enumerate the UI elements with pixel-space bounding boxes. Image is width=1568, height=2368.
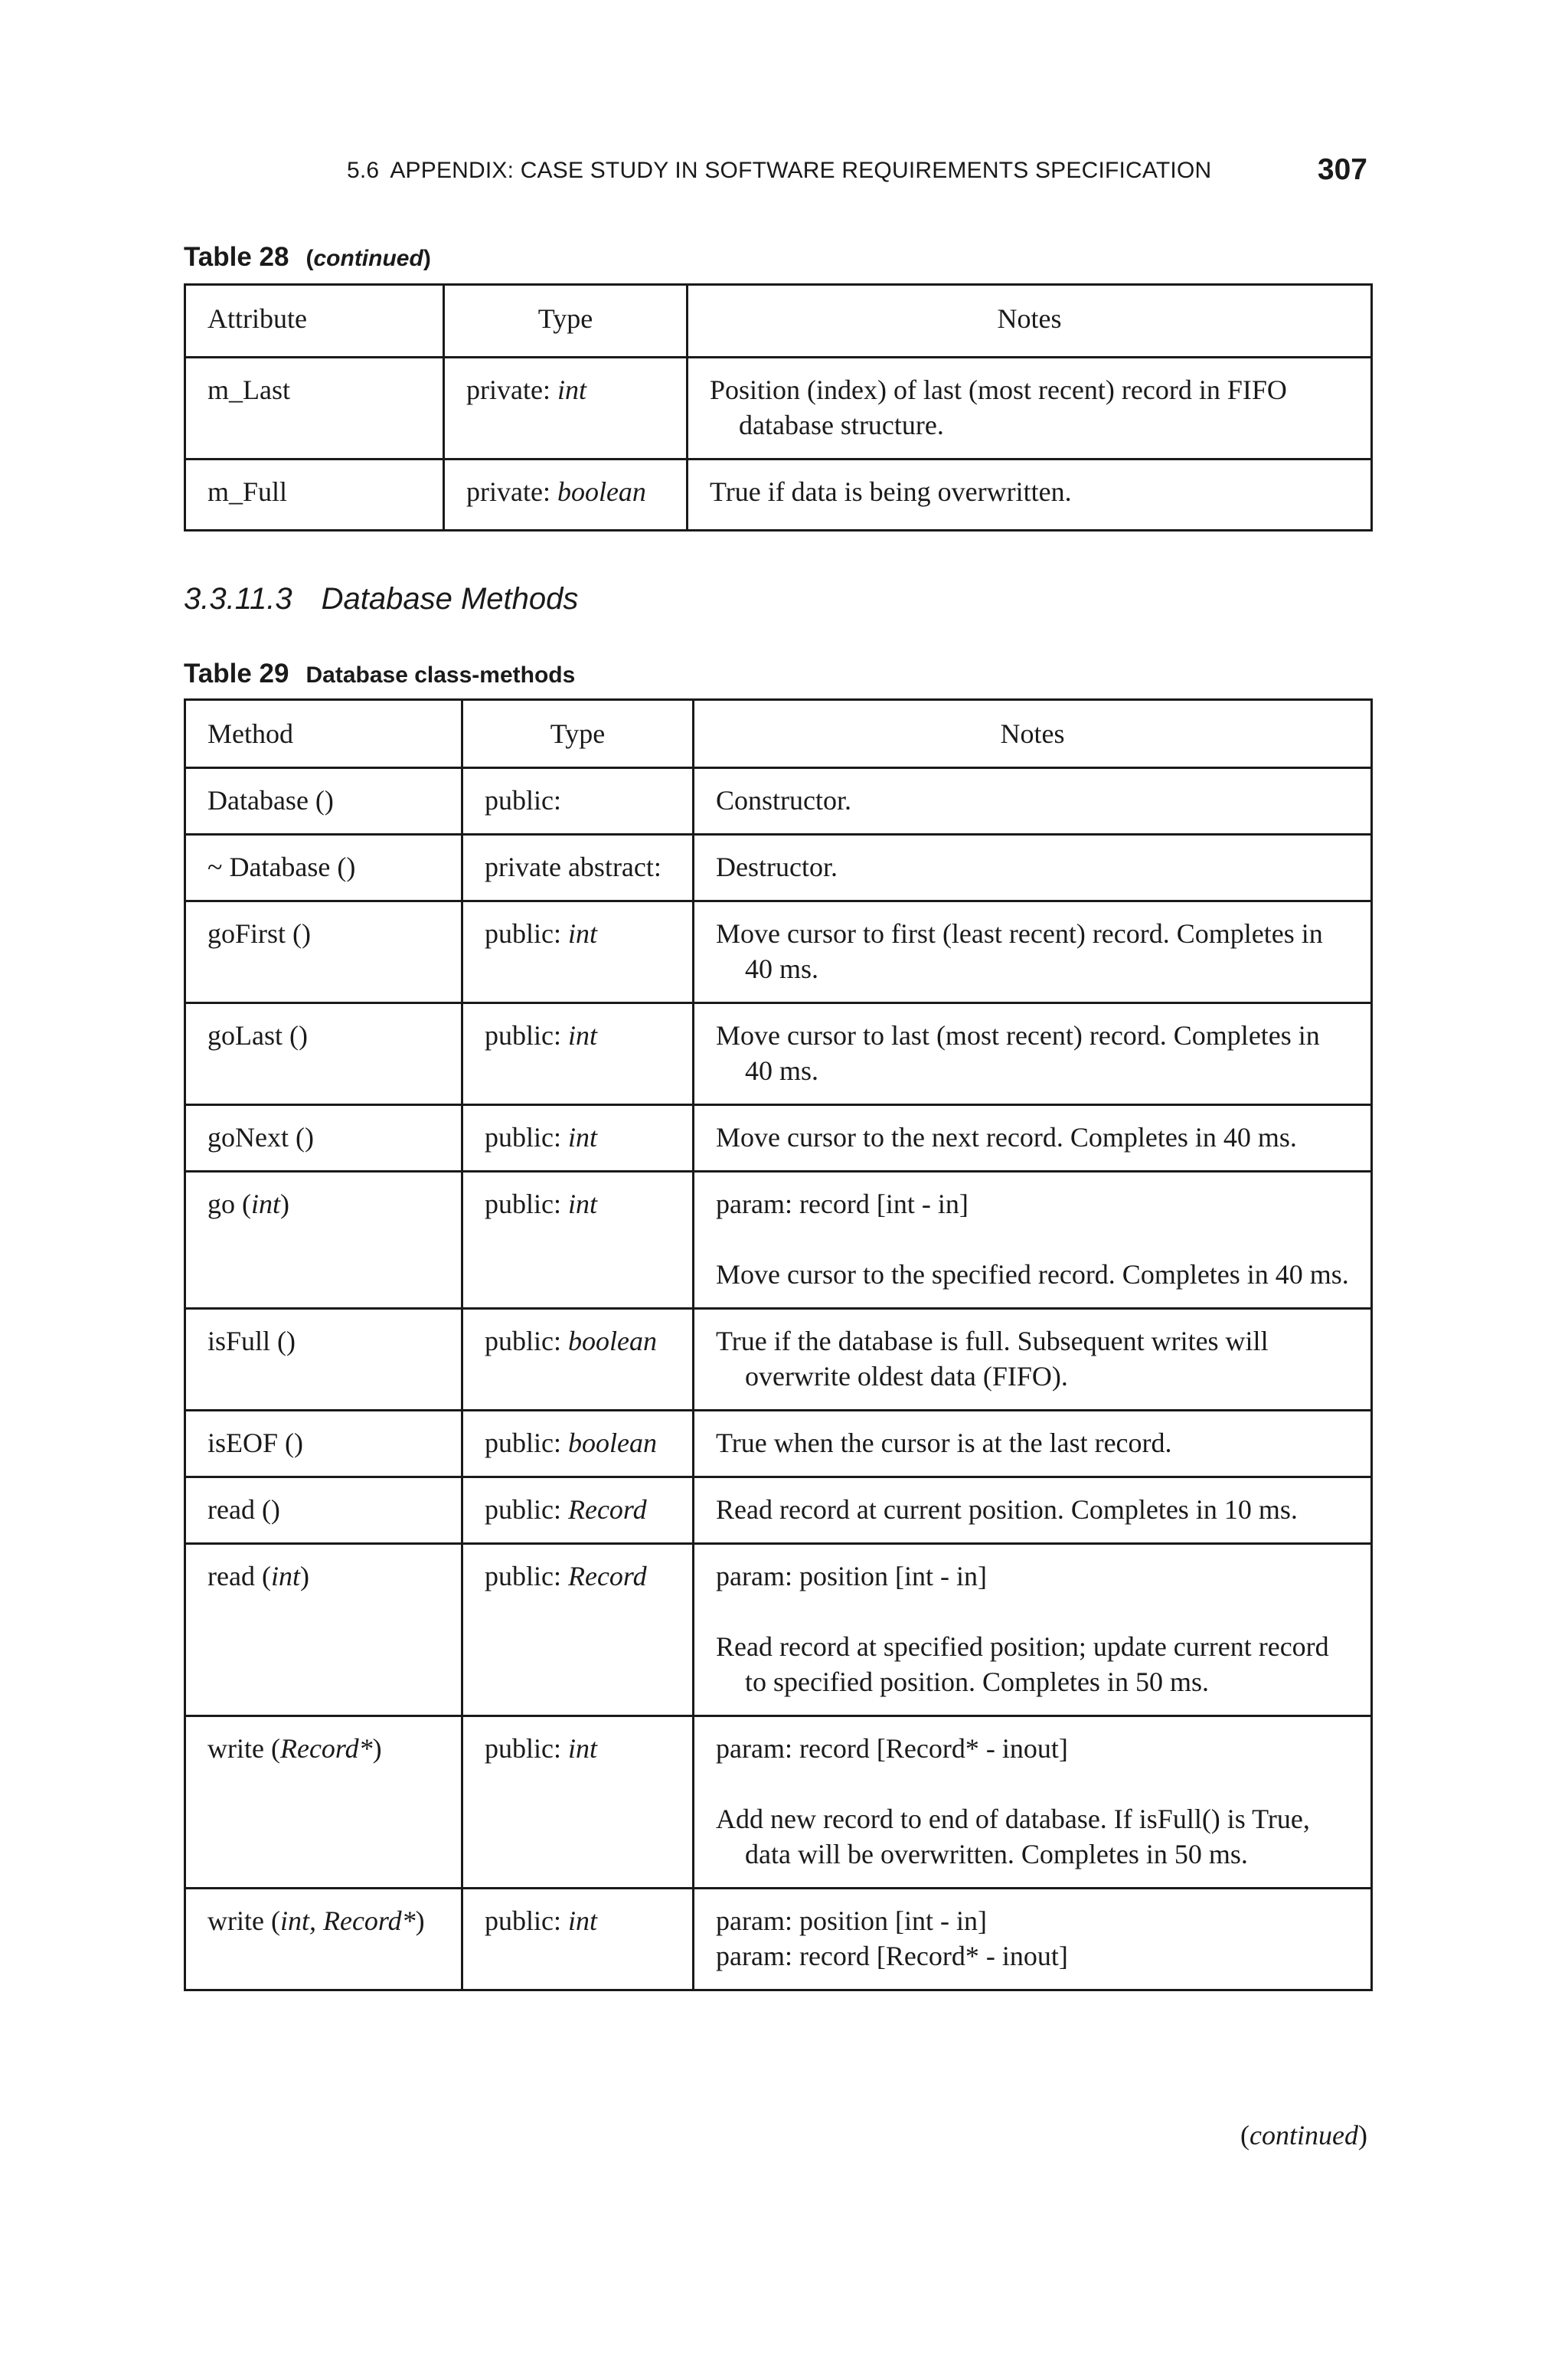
name-text: ) [299,1561,309,1591]
table-row [185,1172,1372,1309]
name-text: Database () [207,785,334,816]
type-cell [462,1411,694,1477]
type-cell [462,1889,694,1990]
name-text-italic: Record* [279,1733,373,1764]
table29 [184,698,1373,1991]
type-text: private: [466,374,557,405]
note-spacer [716,1766,1349,1801]
notes-cell [694,1172,1372,1309]
type-text: public: [485,1326,568,1356]
subsection-number: 3.3.11.3 [184,582,292,616]
name-text: read ( [207,1561,271,1591]
type-cell [462,1105,694,1172]
running-header [347,158,1211,184]
name-cell [185,1716,462,1889]
table28-caption [184,242,431,273]
type-text-italic: int [567,1189,597,1219]
table-row [185,768,1372,835]
notes-cell [694,901,1372,1003]
table-row [185,460,1372,531]
notes-cell [694,1411,1372,1477]
name-text-italic: int, Record* [279,1905,416,1936]
note-line: True when the cursor is at the last record. [716,1428,1172,1458]
note-line: True if data is being overwritten. [710,476,1072,507]
notes-cell [694,1889,1372,1990]
notes-cell [694,768,1372,835]
column-header: Notes [694,700,1372,768]
table-row [185,1003,1372,1105]
note-line: param: record [Record* - inout] [716,1941,1068,1971]
name-text: read () [207,1494,280,1525]
table-row [185,1716,1372,1889]
notes-cell [694,1105,1372,1172]
column-header: Type [444,285,688,358]
name-cell [185,1411,462,1477]
table29-caption-text: Database class-methods [305,662,576,688]
name-text-italic: int [251,1189,281,1219]
column-header: Method [185,700,462,768]
type-text-italic: int [567,1020,597,1051]
column-header: Notes [688,285,1372,358]
name-cell [185,1003,462,1105]
table28-header-row [185,285,1372,358]
name-text: isEOF () [207,1428,303,1458]
type-cell [462,835,694,901]
column-header: Type [462,700,694,768]
type-text: public: [485,1733,568,1764]
type-cell [462,1477,694,1544]
type-text-italic: boolean [567,1326,657,1356]
name-text: goLast () [207,1020,308,1051]
table-row [185,1411,1372,1477]
name-text: ) [415,1905,425,1936]
subsection-heading [184,582,578,617]
header-section-number: 5.6 [347,158,380,183]
type-text-italic: Record [567,1494,647,1525]
name-text: m_Last [207,374,290,405]
type-text: private abstract: [485,852,662,882]
table-row [185,1309,1372,1411]
table-row [185,901,1372,1003]
table29-header-row [185,700,1372,768]
name-cell [185,1309,462,1411]
table-row [185,1105,1372,1172]
type-cell [462,1544,694,1716]
type-text: public: [485,1428,568,1458]
continued-note: (continued) [1240,2120,1367,2150]
name-text: go ( [207,1189,251,1219]
page-number: 307 [1317,153,1367,186]
name-cell [185,460,444,531]
name-text: write ( [207,1905,280,1936]
type-cell [444,358,688,460]
name-cell [185,1889,462,1990]
type-text-italic: int [567,918,597,949]
name-text: goFirst () [207,918,311,949]
type-cell [444,460,688,531]
name-text: isFull () [207,1326,296,1356]
note-line: Move cursor to the specified record. Completes in 40 ms. [716,1259,1349,1290]
type-text-italic: boolean [567,1428,657,1458]
type-cell [462,768,694,835]
table29-label: Table 29 [184,659,289,688]
table28-caption-text: (continued) [305,246,431,271]
name-cell [185,1172,462,1309]
note-line: Position (index) of last (most recent) record in FIFO database structure. [710,374,1287,440]
table28 [184,283,1373,531]
name-text: ~ Database () [207,852,356,882]
type-text-italic: int [567,1905,597,1936]
name-cell [185,835,462,901]
note-line: param: position [int - in] [716,1561,987,1591]
name-cell [185,901,462,1003]
name-text: ) [372,1733,382,1764]
note-line: Destructor. [716,852,838,882]
type-text-italic: Record [567,1561,647,1591]
note-line: Move cursor to first (least recent) record. Completes in 40 ms. [716,918,1323,984]
table28-label: Table 28 [184,242,289,272]
type-cell [462,1003,694,1105]
note-line: Move cursor to last (most recent) record. Completes in 40 ms. [716,1020,1320,1086]
type-text: public: [485,918,568,949]
column-header: Attribute [185,285,444,358]
name-cell [185,1477,462,1544]
type-text-italic: int [567,1733,597,1764]
notes-cell [694,835,1372,901]
type-cell [462,901,694,1003]
notes-cell [694,1477,1372,1544]
table-row [185,1889,1372,1990]
type-text-italic: int [557,374,586,405]
name-text: write ( [207,1733,280,1764]
subsection-title: Database Methods [321,582,579,616]
type-cell [462,1309,694,1411]
table-row [185,1544,1372,1716]
notes-cell [694,1716,1372,1889]
note-line: Move cursor to the next record. Completes in 40 ms. [716,1122,1297,1153]
note-spacer [716,1594,1349,1629]
name-cell [185,1544,462,1716]
type-text: public: [485,1122,568,1153]
name-cell [185,1105,462,1172]
type-text: public: [485,1020,568,1051]
note-line: param: record [Record* - inout] [716,1733,1068,1764]
table-row [185,358,1372,460]
type-text: public: [485,1189,568,1219]
type-text: private: [466,476,557,507]
note-line: Constructor. [716,785,851,816]
note-line: Read record at current position. Completes in 10 ms. [716,1494,1298,1525]
note-line: True if the database is full. Subsequent writes will overwrite oldest data (FIFO). [716,1326,1269,1392]
name-text: goNext () [207,1122,314,1153]
table29-caption [184,659,575,689]
notes-cell [694,1309,1372,1411]
note-line: Add new record to end of database. If isFull() is True, data will be overwritten. Completes in 50 ms. [716,1804,1310,1869]
name-cell [185,768,462,835]
name-text: ) [280,1189,290,1219]
notes-cell [694,1003,1372,1105]
notes-cell [694,1544,1372,1716]
name-text-italic: int [270,1561,300,1591]
note-line: Read record at specified position; update current record to specified position. Completes in 50 ms. [716,1631,1329,1697]
note-line: param: position [int - in] [716,1905,987,1936]
table-row [185,835,1372,901]
type-text-italic: boolean [557,476,646,507]
type-text: public: [485,1561,568,1591]
table-row [185,1477,1372,1544]
type-cell [462,1172,694,1309]
notes-cell [688,460,1372,531]
notes-cell [688,358,1372,460]
type-text-italic: int [567,1122,597,1153]
header-section-title: APPENDIX: CASE STUDY IN SOFTWARE REQUIREMENTS SPECIFICATION [390,158,1212,183]
type-text: public: [485,1905,568,1936]
type-text: public: [485,1494,568,1525]
name-cell [185,358,444,460]
name-text: m_Full [207,476,288,507]
type-cell [462,1716,694,1889]
note-line: param: record [int - in] [716,1189,969,1219]
type-text: public: [485,785,561,816]
note-spacer [716,1222,1349,1257]
